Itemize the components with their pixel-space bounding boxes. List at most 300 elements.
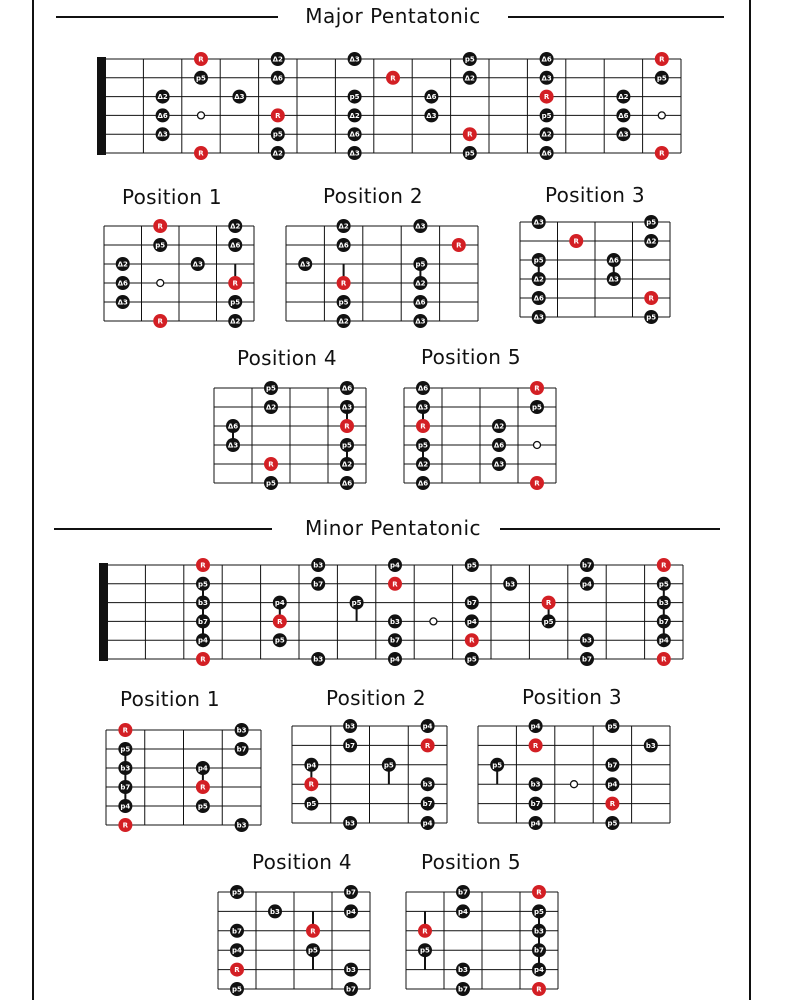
note-label: Δ3 — [349, 149, 360, 158]
note-label: Δ2 — [533, 275, 544, 284]
open-marker — [157, 280, 164, 287]
note-label: p5 — [466, 655, 477, 664]
note-label: Δ3 — [608, 275, 619, 284]
scale-note — [340, 438, 354, 452]
note-label: R — [659, 55, 665, 64]
note-label: p5 — [272, 130, 283, 139]
note-label: p5 — [197, 802, 208, 811]
open-marker — [571, 781, 578, 788]
scale-note — [337, 295, 351, 309]
minor-title-text: Minor Pentatonic — [295, 516, 491, 540]
minor-position-5-diagram — [402, 882, 562, 1000]
scale-note — [271, 127, 285, 141]
root-note — [340, 419, 354, 433]
note-label: p5 — [418, 441, 428, 450]
scale-note — [540, 146, 554, 160]
scale-note — [311, 558, 325, 572]
major-section-header — [0, 6, 786, 26]
note-label: R — [390, 74, 396, 83]
scale-note — [388, 633, 402, 647]
root-note — [421, 738, 435, 752]
note-label: p4 — [390, 655, 400, 664]
root-note — [657, 652, 671, 666]
note-label: Δ6 — [341, 479, 353, 488]
note-label: Δ3 — [426, 111, 437, 120]
note-label: b3 — [505, 580, 516, 589]
major-position-3-label: Position 3 — [545, 183, 645, 207]
note-label: Δ2 — [338, 317, 349, 326]
scale-note — [298, 257, 312, 271]
minor-position-4-label: Position 4 — [252, 850, 352, 874]
root-note — [418, 924, 432, 938]
note-label: Δ6 — [608, 256, 619, 265]
scale-note — [348, 108, 362, 122]
note-label: p5 — [541, 111, 552, 120]
note-label: Δ6 — [426, 93, 437, 102]
scale-note — [607, 272, 621, 286]
scale-note — [196, 633, 210, 647]
root-note — [530, 476, 544, 490]
scale-note — [116, 276, 130, 290]
scale-note — [421, 719, 435, 733]
scale-note — [605, 777, 619, 791]
scale-note — [264, 400, 278, 414]
note-label: b3 — [120, 764, 131, 773]
note-label: R — [344, 422, 350, 431]
note-label: p5 — [646, 313, 657, 322]
note-label: Δ6 — [157, 111, 168, 120]
note-label: p4 — [390, 561, 400, 570]
scale-note — [348, 90, 362, 104]
note-label: p4 — [530, 819, 541, 828]
root-note — [530, 381, 544, 395]
scale-note — [616, 90, 630, 104]
minor-position-2-diagram — [288, 716, 452, 834]
note-label: b3 — [345, 722, 356, 731]
note-label: p4 — [346, 907, 356, 916]
note-label: R — [534, 479, 540, 488]
note-label: p5 — [464, 55, 475, 64]
major-title-text: Major Pentatonic — [295, 4, 491, 28]
root-note — [463, 127, 477, 141]
root-note — [118, 723, 132, 737]
note-label: Δ3 — [349, 55, 360, 64]
note-label: Δ3 — [300, 260, 311, 269]
note-label: p5 — [308, 946, 318, 955]
major-position-3-diagram — [516, 212, 676, 330]
minor-position-1-label: Position 1 — [120, 687, 220, 711]
scale-note — [492, 419, 506, 433]
scale-note — [226, 438, 240, 452]
note-label: p4 — [534, 966, 544, 975]
note-label: Δ3 — [234, 93, 245, 102]
note-label: Δ2 — [117, 260, 128, 269]
note-label: b7 — [390, 636, 400, 645]
scale-note — [465, 558, 479, 572]
root-note — [569, 234, 583, 248]
note-label: b7 — [607, 761, 618, 770]
scale-note — [228, 219, 242, 233]
note-label: Δ3 — [417, 403, 429, 412]
scale-note — [605, 816, 619, 830]
root-note — [304, 777, 318, 791]
note-label: Δ6 — [230, 241, 241, 250]
note-label: Δ3 — [533, 218, 544, 227]
root-note — [264, 457, 278, 471]
right-border-line — [749, 0, 751, 1000]
note-label: p4 — [466, 617, 477, 626]
scale-note — [344, 885, 358, 899]
note-label: p5 — [232, 985, 242, 994]
scale-note — [118, 761, 132, 775]
scale-note — [228, 314, 242, 328]
note-label: Δ6 — [341, 384, 353, 393]
note-label: Δ6 — [117, 279, 128, 288]
scale-note — [340, 381, 354, 395]
note-label: p4 — [306, 761, 317, 770]
note-label: R — [532, 741, 539, 750]
scale-note — [271, 146, 285, 160]
scale-note — [304, 797, 318, 811]
scale-note — [644, 215, 658, 229]
scale-note — [413, 276, 427, 290]
root-note — [271, 108, 285, 122]
open-marker — [534, 442, 541, 449]
scale-note — [118, 780, 132, 794]
note-label: p5 — [266, 384, 276, 393]
note-label: p5 — [492, 761, 503, 770]
note-label: R — [545, 599, 552, 608]
scale-note — [532, 924, 546, 938]
scale-note — [416, 457, 430, 471]
root-note — [337, 276, 351, 290]
note-label: R — [198, 55, 204, 64]
scale-note — [116, 295, 130, 309]
scale-note — [230, 924, 244, 938]
note-label: p5 — [534, 907, 544, 916]
note-label: R — [122, 726, 129, 735]
scale-note — [644, 310, 658, 324]
note-label: Δ2 — [265, 403, 277, 412]
note-label: b3 — [313, 561, 324, 570]
scale-note — [416, 400, 430, 414]
scale-note — [264, 381, 278, 395]
note-label: Δ2 — [541, 130, 552, 139]
note-label: b3 — [534, 927, 544, 936]
note-label: R — [392, 580, 398, 589]
note-label: p5 — [338, 298, 349, 307]
note-label: p4 — [658, 636, 669, 645]
root-note — [644, 291, 658, 305]
scale-note — [235, 723, 249, 737]
note-label: R — [536, 985, 542, 994]
note-label: p4 — [607, 780, 618, 789]
scale-note — [416, 381, 430, 395]
note-label: Δ6 — [227, 422, 239, 431]
note-label: b7 — [346, 985, 356, 994]
note-label: b7 — [120, 783, 131, 792]
scale-note — [118, 799, 132, 813]
note-label: Δ3 — [341, 403, 353, 412]
root-note — [196, 780, 210, 794]
scale-note — [311, 652, 325, 666]
scale-note — [413, 257, 427, 271]
note-label: p5 — [349, 93, 360, 102]
note-label: R — [340, 279, 347, 288]
scale-note — [311, 577, 325, 591]
minor-position-3-diagram — [474, 716, 674, 834]
note-label: p5 — [198, 580, 208, 589]
scale-note — [657, 596, 671, 610]
scale-note — [421, 777, 435, 791]
note-label: R — [200, 655, 206, 664]
minor-position-2-label: Position 2 — [326, 686, 426, 710]
scale-note — [273, 596, 287, 610]
note-label: R — [308, 780, 315, 789]
note-label: R — [420, 422, 426, 431]
note-label: R — [456, 241, 462, 250]
scale-note — [490, 758, 504, 772]
note-label: b7 — [198, 617, 208, 626]
note-label: b7 — [466, 599, 477, 608]
root-note — [306, 924, 320, 938]
note-label: R — [534, 384, 540, 393]
note-label: p5 — [420, 946, 430, 955]
note-label: p5 — [646, 218, 657, 227]
note-label: Δ3 — [618, 130, 629, 139]
scale-note — [156, 108, 170, 122]
scale-note — [230, 885, 244, 899]
scale-note — [424, 108, 438, 122]
scale-note — [416, 476, 430, 490]
root-note — [153, 314, 167, 328]
scale-note — [337, 314, 351, 328]
note-label: b7 — [458, 985, 468, 994]
scale-note — [196, 799, 210, 813]
scale-note — [348, 52, 362, 66]
scale-note — [196, 614, 210, 628]
minor-full-neck-diagram — [96, 553, 692, 669]
nut-bar — [97, 57, 106, 155]
scale-note — [655, 71, 669, 85]
root-note — [416, 419, 430, 433]
note-label: p5 — [607, 819, 618, 828]
scale-note — [540, 108, 554, 122]
scale-note — [503, 577, 517, 591]
note-label: R — [232, 279, 238, 288]
major-position-5-diagram — [400, 378, 560, 496]
note-label: b7 — [534, 946, 544, 955]
note-label: Δ3 — [117, 298, 128, 307]
root-note — [542, 596, 556, 610]
scale-note — [465, 596, 479, 610]
scale-note — [118, 742, 132, 756]
note-label: R — [275, 111, 281, 120]
scale-note — [230, 982, 244, 996]
note-label: p5 — [232, 888, 242, 897]
scale-note — [196, 596, 210, 610]
minor-position-3-label: Position 3 — [522, 685, 622, 709]
note-label: b7 — [658, 617, 669, 626]
note-label: p5 — [306, 800, 317, 809]
major-position-1-label: Position 1 — [122, 185, 222, 209]
scale-note — [344, 963, 358, 977]
note-label: R — [543, 93, 550, 102]
scale-note — [456, 982, 470, 996]
note-label: Δ2 — [493, 422, 505, 431]
root-note — [532, 885, 546, 899]
scale-note — [304, 758, 318, 772]
note-label: p5 — [342, 441, 352, 450]
note-label: Δ3 — [157, 130, 168, 139]
note-label: p5 — [196, 74, 206, 83]
major-position-4-label: Position 4 — [237, 346, 337, 370]
note-label: Δ6 — [618, 111, 629, 120]
note-label: Δ3 — [541, 74, 552, 83]
scale-note — [228, 295, 242, 309]
scale-note — [463, 52, 477, 66]
note-label: p4 — [458, 907, 468, 916]
note-label: b7 — [582, 655, 592, 664]
scale-note — [235, 742, 249, 756]
scale-note — [616, 127, 630, 141]
major-position-1-diagram — [100, 214, 260, 330]
note-label: b3 — [236, 821, 247, 830]
note-label: p5 — [533, 256, 544, 265]
note-label: b3 — [645, 741, 656, 750]
note-label: Δ6 — [417, 479, 429, 488]
scale-note — [532, 215, 546, 229]
note-label: b3 — [390, 617, 400, 626]
scale-note — [421, 816, 435, 830]
note-label: b3 — [530, 780, 541, 789]
note-label: Δ2 — [618, 93, 629, 102]
scale-note — [418, 943, 432, 957]
scale-note — [228, 238, 242, 252]
note-label: p5 — [532, 403, 542, 412]
note-label: b7 — [236, 745, 247, 754]
note-label: p5 — [351, 599, 362, 608]
note-label: Δ2 — [417, 460, 429, 469]
note-label: Δ3 — [192, 260, 203, 269]
scale-note — [306, 943, 320, 957]
scale-note — [156, 127, 170, 141]
note-label: Δ2 — [464, 74, 475, 83]
note-label: Δ2 — [230, 317, 241, 326]
open-marker — [198, 112, 205, 119]
scale-note — [580, 558, 594, 572]
note-label: b3 — [345, 819, 356, 828]
note-label: Δ3 — [415, 317, 426, 326]
scale-note — [343, 738, 357, 752]
scale-note — [388, 652, 402, 666]
note-label: p5 — [466, 561, 477, 570]
note-label: b7 — [313, 580, 324, 589]
major-position-2-label: Position 2 — [323, 184, 423, 208]
scale-note — [532, 963, 546, 977]
scale-note — [532, 904, 546, 918]
root-note — [529, 738, 543, 752]
open-marker — [658, 112, 665, 119]
scale-note — [529, 777, 543, 791]
nut-bar — [99, 563, 108, 661]
note-label: p4 — [198, 636, 208, 645]
note-label: Δ3 — [533, 313, 544, 322]
note-label: b7 — [530, 800, 541, 809]
major-position-2-diagram — [282, 214, 482, 330]
scale-note — [456, 963, 470, 977]
root-note — [452, 238, 466, 252]
root-note — [388, 577, 402, 591]
scale-note — [540, 52, 554, 66]
root-note — [657, 558, 671, 572]
note-label: p5 — [656, 74, 667, 83]
note-label: R — [648, 294, 654, 303]
note-label: p5 — [230, 298, 241, 307]
scale-note — [235, 818, 249, 832]
scale-note — [532, 943, 546, 957]
root-note — [655, 52, 669, 66]
note-label: Δ2 — [338, 222, 349, 231]
scale-note — [580, 633, 594, 647]
note-label: p4 — [582, 580, 592, 589]
major-full-neck-diagram — [96, 50, 692, 162]
note-label: p5 — [120, 745, 131, 754]
note-label: b3 — [658, 599, 669, 608]
note-label: p4 — [422, 819, 433, 828]
scale-note — [605, 719, 619, 733]
root-note — [273, 614, 287, 628]
scale-note — [492, 457, 506, 471]
scale-note — [532, 291, 546, 305]
note-label: R — [659, 149, 665, 158]
note-label: R — [469, 636, 475, 645]
minor-section-header — [0, 518, 786, 538]
scale-note — [344, 982, 358, 996]
note-label: R — [609, 800, 616, 809]
note-label: p4 — [232, 946, 242, 955]
note-label: Δ2 — [415, 279, 426, 288]
note-label: Δ6 — [415, 298, 426, 307]
scale-note — [413, 314, 427, 328]
note-label: Δ6 — [493, 441, 505, 450]
note-label: R — [573, 237, 579, 246]
scale-note — [413, 219, 427, 233]
scale-note — [529, 719, 543, 733]
note-label: Δ2 — [341, 460, 353, 469]
scale-note — [232, 90, 246, 104]
scale-note — [337, 238, 351, 252]
root-note — [605, 797, 619, 811]
root-note — [465, 633, 479, 647]
scale-note — [580, 577, 594, 591]
note-label: Δ6 — [338, 241, 349, 250]
major-position-4-diagram — [210, 378, 370, 496]
root-note — [230, 963, 244, 977]
scale-note — [196, 761, 210, 775]
note-label: R — [157, 317, 163, 326]
note-label: R — [277, 617, 283, 626]
scale-note — [492, 438, 506, 452]
scale-note — [230, 943, 244, 957]
scale-note — [644, 234, 658, 248]
note-label: Δ2 — [349, 111, 360, 120]
note-label: R — [467, 130, 473, 139]
note-label: p5 — [155, 241, 166, 250]
open-marker — [430, 618, 437, 625]
note-label: R — [422, 927, 428, 936]
note-label: p5 — [464, 149, 475, 158]
